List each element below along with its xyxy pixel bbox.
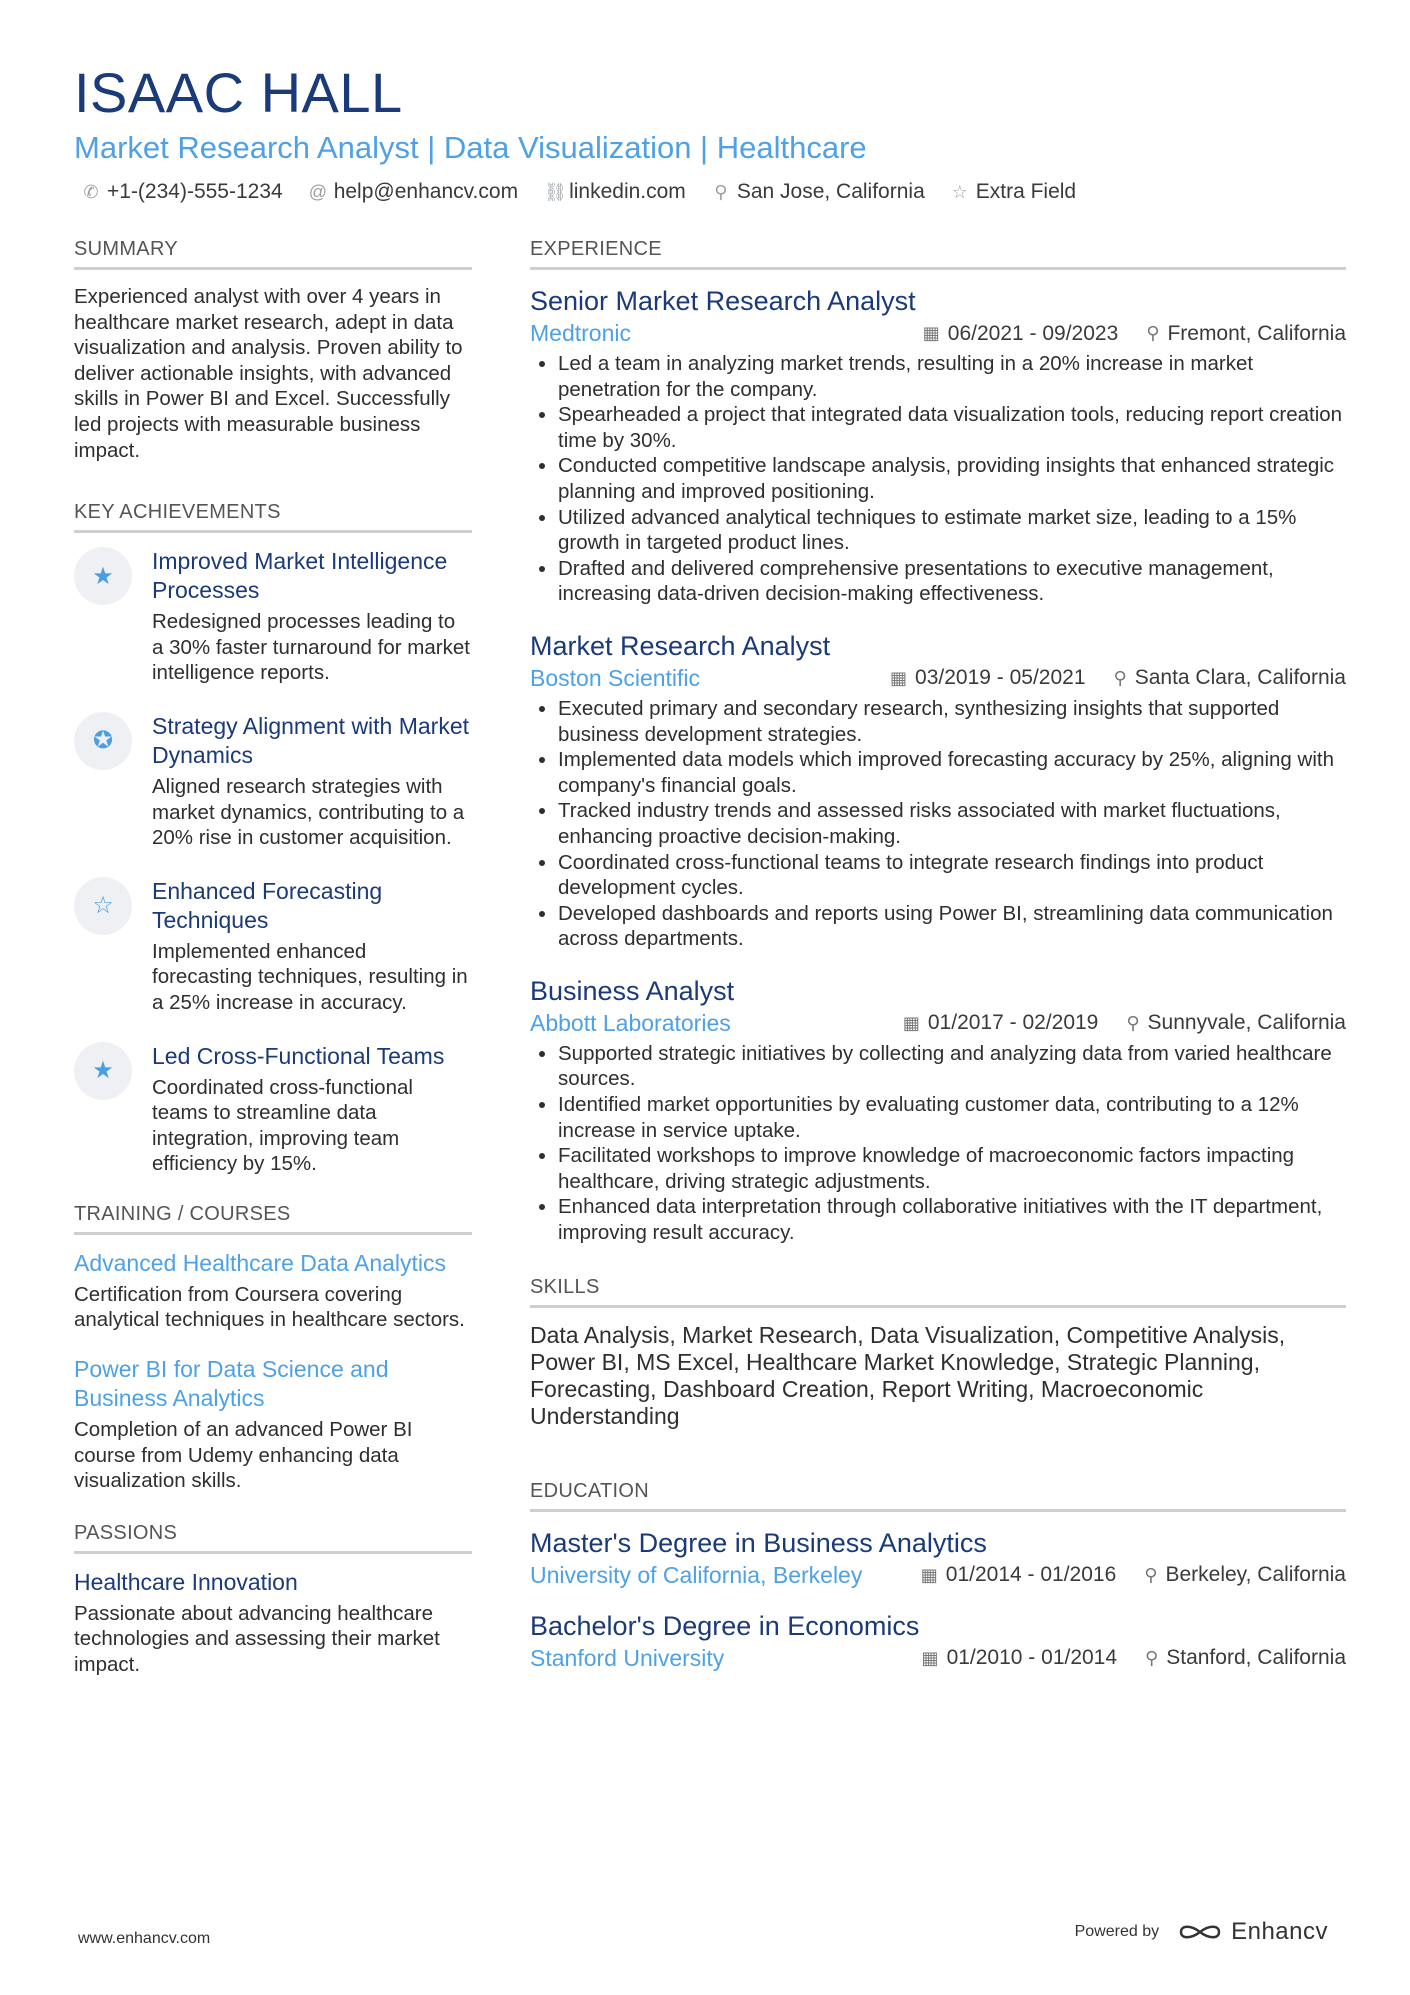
achievement-title: Enhanced Forecasting Techniques (152, 877, 383, 933)
section-title: TRAINING / COURSES (74, 1203, 472, 1235)
bullet: • Identified market opportunities by evaluating customer data, contributing to a 12% increase in service uptake. (558, 1092, 1346, 1143)
contact-location-text: San Jose, California (736, 180, 925, 203)
brand-logo[interactable] (1177, 1918, 1328, 1946)
section-title: EXPERIENCE (530, 238, 1346, 270)
job-bullets (530, 351, 1346, 607)
achievement-item (74, 712, 472, 851)
education-section (530, 1480, 1346, 1672)
achievement-title: Strategy Alignment with Market Dynamics (152, 712, 470, 768)
powered-by-text: Powered by (1074, 1923, 1160, 1940)
job-entry (530, 284, 1346, 607)
skills-text: Data Analysis, Market Research, Data Visualization, Competitive Analysis, Power BI, MS Excel, Healthcare Market Knowledge, Strategic Planning, Forecasting, Dashboard Creation, Report Writing, Macroeconomic Understanding (530, 1321, 1286, 1429)
contact-email[interactable] (309, 180, 518, 204)
education-location: Berkeley, California (1165, 1563, 1346, 1587)
company-name: Abbott Laboratories (530, 1009, 731, 1036)
job-meta (530, 665, 1346, 692)
left-column (74, 238, 472, 1678)
achievement-item (74, 1042, 472, 1177)
star-icon: ☆ (951, 181, 968, 202)
degree-title: Master's Degree in Business Analytics (530, 1527, 987, 1558)
right-column (530, 238, 1346, 1692)
job-location: Fremont, California (1167, 321, 1346, 345)
training-section (74, 1203, 472, 1494)
location-icon: ⚲ (1113, 667, 1127, 688)
job-title: Market Research Analyst (530, 630, 831, 661)
summary-section (74, 238, 472, 463)
bullet: • Tracked industry trends and assessed risks associated with market fluctuations, enhancing proactive decision-making. (558, 798, 1346, 849)
course-desc: Completion of an advanced Power BI course from Udemy enhancing data visualization skills. (74, 1418, 413, 1493)
achievement-desc: Redesigned processes leading to a 30% faster turnaround for market intelligence reports. (152, 610, 470, 685)
achievements-section (74, 501, 472, 1177)
education-meta (530, 1562, 1346, 1589)
experience-section (530, 238, 1346, 1246)
company-name: Boston Scientific (530, 664, 701, 691)
link-icon: ⛓ (544, 181, 567, 202)
bullet: • Enhanced data interpretation through collaborative initiatives with the IT department, improving result accuracy. (558, 1194, 1346, 1245)
job-location: Sunnyvale, California (1147, 1011, 1346, 1035)
achievement-desc: Coordinated cross-functional teams to streamline data integration, improving team efficiency by 15%. (152, 1075, 413, 1176)
contact-linkedin[interactable] (544, 180, 686, 204)
education-dates: 01/2010 - 01/2014 (946, 1646, 1118, 1670)
passions-section (74, 1522, 472, 1678)
course-title: Power BI for Data Science and Business Analytics (74, 1356, 389, 1412)
bullet: • Spearheaded a project that integrated data visualization tools, reducing report creation time by 30%. (558, 402, 1346, 453)
bullet: • Led a team in analyzing market trends, resulting in a 20% increase in market penetration for the company. (558, 351, 1346, 402)
job-dates: 01/2017 - 02/2019 (927, 1011, 1099, 1035)
school-name: Stanford University (530, 1644, 725, 1671)
job-entry (530, 629, 1346, 952)
calendar-icon: ▦ (920, 1564, 938, 1585)
infinity-logo-icon (1177, 1920, 1223, 1944)
contact-phone-text: +1-(234)-555-1234 (107, 180, 283, 203)
footer-branding (1075, 1918, 1328, 1946)
education-meta (530, 1645, 1346, 1672)
calendar-icon: ▦ (902, 1012, 920, 1033)
bullet: • Executed primary and secondary research, synthesizing insights that supported business development strategies. (558, 696, 1346, 747)
course-desc: Certification from Coursera covering analytical techniques in healthcare sectors. (74, 1282, 465, 1332)
achievement-title: Led Cross-Functional Teams (152, 1042, 445, 1069)
job-dates: 06/2021 - 09/2023 (947, 321, 1119, 345)
bullet: • Utilized advanced analytical techniques to estimate market size, leading to a 15% growth in targeted product lines. (558, 505, 1346, 556)
location-icon: ⚲ (1126, 1012, 1140, 1033)
email-icon: @ (308, 181, 327, 202)
achievement-desc: Aligned research strategies with market dynamics, contributing to a 20% rise in customer acquisition. (152, 774, 465, 850)
section-title: SKILLS (530, 1276, 1346, 1308)
job-meta (530, 1010, 1346, 1037)
bullet: • Conducted competitive landscape analysis, providing insights that enhanced strategic planning and improved positioning. (558, 453, 1346, 504)
job-dates: 03/2019 - 05/2021 (915, 666, 1086, 690)
achievement-item (74, 877, 472, 1016)
education-dates: 01/2014 - 01/2016 (945, 1563, 1117, 1587)
job-location: Santa Clara, California (1134, 666, 1346, 690)
bullet: • Facilitated workshops to improve knowledge of macroeconomic factors impacting healthcare, driving strategic adjustments. (558, 1143, 1346, 1194)
star-outline-icon: ☆ (74, 877, 132, 935)
bullet: • Drafted and delivered comprehensive presentations to executive management, increasing data-driven decision-making effectiveness. (558, 556, 1346, 607)
section-title: EDUCATION (530, 1480, 1346, 1512)
location-icon: ⚲ (1145, 1647, 1159, 1668)
candidate-name: ISAAC HALL (74, 61, 403, 124)
resume-page (74, 60, 1346, 1677)
calendar-icon: ▦ (890, 667, 908, 688)
contact-phone (82, 180, 283, 204)
phone-icon: ✆ (83, 181, 99, 202)
award-icon: ✪ (74, 712, 132, 770)
degree-title: Bachelor's Degree in Economics (530, 1610, 920, 1641)
bullet: • Supported strategic initiatives by collecting and analyzing data from varied healthcare sources. (558, 1041, 1346, 1092)
achievement-item (74, 547, 472, 686)
course-title: Advanced Healthcare Data Analytics (74, 1249, 447, 1276)
job-bullets (530, 1041, 1346, 1246)
location-icon: ⚲ (1144, 1564, 1158, 1585)
passion-desc: Passionate about advancing healthcare technologies and assessing their market impact. (74, 1601, 440, 1677)
job-entry (530, 974, 1346, 1246)
location-icon: ⚲ (714, 181, 728, 202)
section-title: SUMMARY (74, 238, 472, 270)
brand-name: Enhancv (1231, 1918, 1328, 1945)
section-title: PASSIONS (74, 1522, 472, 1554)
bullet: • Implemented data models which improved forecasting accuracy by 25%, aligning with company's financial goals. (558, 747, 1346, 798)
footer-website[interactable]: www.enhancv.com (78, 1930, 211, 1947)
education-entry (530, 1526, 1346, 1589)
calendar-icon: ▦ (921, 1647, 939, 1668)
course-item (74, 1249, 472, 1333)
summary-text: Experienced analyst with over 4 years in healthcare market research, adept in data visualization and analysis. Proven ability to deliver actionable insights, with advanced skills in Power BI and Excel. Successfully led projects with measurable business impact. (74, 285, 463, 462)
bullet: • Developed dashboards and reports using Power BI, streamlining data communication across departments. (558, 901, 1346, 952)
calendar-icon: ▦ (922, 323, 940, 343)
contact-bar (74, 180, 1346, 204)
job-meta (530, 320, 1346, 347)
course-item (74, 1355, 472, 1494)
job-title: Senior Market Research Analyst (530, 286, 916, 316)
contact-extra-text: Extra Field (975, 180, 1077, 203)
job-bullets (530, 696, 1346, 952)
contact-extra (951, 180, 1076, 204)
achievement-title: Improved Market Intelligence Processes (152, 548, 448, 604)
job-title: Business Analyst (530, 975, 735, 1006)
company-name: Medtronic (530, 320, 631, 346)
headline: Market Research Analyst | Data Visualization | Healthcare (74, 130, 867, 165)
education-entry (530, 1609, 1346, 1672)
passion-item (74, 1568, 472, 1678)
section-title: KEY ACHIEVEMENTS (74, 501, 472, 533)
star-icon: ★ (74, 547, 132, 605)
bullet: • Coordinated cross-functional teams to integrate research findings into product development cycles. (558, 850, 1346, 901)
skills-section (530, 1276, 1346, 1430)
education-location: Stanford, California (1166, 1646, 1346, 1670)
contact-linkedin-text[interactable]: linkedin.com (569, 180, 686, 203)
school-name: University of California, Berkeley (530, 1561, 863, 1588)
star-icon: ★ (74, 1042, 132, 1100)
achievement-desc: Implemented enhanced forecasting techniques, resulting in a 25% increase in accuracy. (152, 939, 468, 1014)
contact-location (712, 180, 925, 204)
passion-title: Healthcare Innovation (74, 1568, 298, 1595)
contact-email-text[interactable]: help@enhancv.com (333, 180, 519, 203)
location-icon: ⚲ (1146, 323, 1160, 343)
